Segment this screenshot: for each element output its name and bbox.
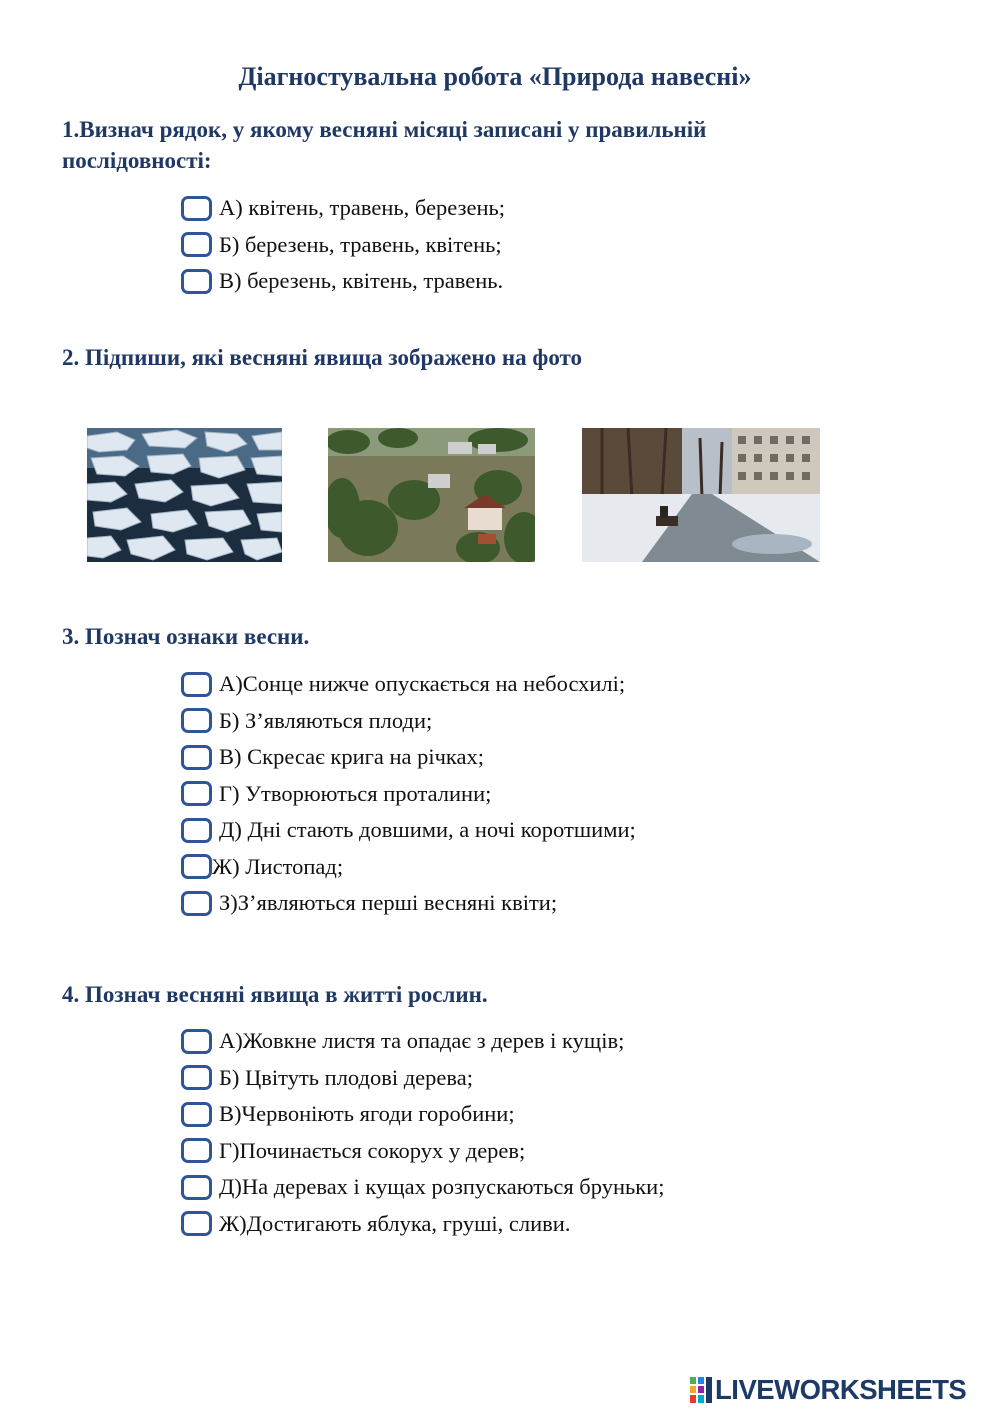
question-3-text: 3. Познач ознаки весни. bbox=[62, 624, 310, 649]
q4-option-b bbox=[181, 1060, 664, 1097]
q4-option-a-label: А)Жовкне листя та опадає з дерев і кущів; bbox=[219, 1028, 625, 1054]
question-1-options bbox=[181, 190, 505, 300]
question-1-line-2: послідовності: bbox=[62, 148, 212, 173]
q3-option-d-checkbox[interactable] bbox=[181, 781, 212, 806]
q4-option-d-label: Г)Починається сокорух у дерев; bbox=[219, 1137, 526, 1163]
liveworksheets-logo-icon bbox=[690, 1377, 712, 1403]
q3-option-d-label: Г) Утворюються проталини; bbox=[219, 780, 492, 806]
q3-option-d bbox=[181, 776, 636, 813]
q3-option-g bbox=[181, 885, 636, 922]
q3-option-f-checkbox[interactable] bbox=[181, 854, 212, 879]
q3-option-a-checkbox[interactable] bbox=[181, 672, 212, 697]
worksheet-title: Діагностувальна робота «Природа навесні» bbox=[238, 62, 752, 91]
q3-option-b bbox=[181, 703, 636, 740]
q4-option-a-checkbox[interactable] bbox=[181, 1029, 212, 1054]
q3-option-f bbox=[181, 849, 636, 886]
q4-option-c-checkbox[interactable] bbox=[181, 1102, 212, 1127]
q4-option-d bbox=[181, 1133, 664, 1170]
q3-option-c bbox=[181, 739, 636, 776]
q1-option-b-checkbox[interactable] bbox=[181, 232, 212, 257]
q3-option-e bbox=[181, 812, 636, 849]
q3-option-c-label: В) Скресає крига на річках; bbox=[219, 744, 485, 770]
q4-option-b-label: Б) Цвітуть плодові дерева; bbox=[219, 1064, 473, 1090]
q3-option-a-label: А)Сонце нижче опускається на небосхилі; bbox=[219, 671, 626, 697]
q3-option-g-label: З)З’являються перші весняні квіти; bbox=[219, 890, 558, 916]
q3-option-b-checkbox[interactable] bbox=[181, 708, 212, 733]
q4-option-a bbox=[181, 1023, 664, 1060]
q1-option-c-checkbox[interactable] bbox=[181, 269, 212, 294]
q4-option-f-checkbox[interactable] bbox=[181, 1211, 212, 1236]
snowmelt-park-photo bbox=[582, 428, 820, 562]
q4-option-b-checkbox[interactable] bbox=[181, 1065, 212, 1090]
question-2-text: 2. Підпиши, які весняні явища зображено на фото bbox=[62, 345, 583, 370]
q3-option-g-checkbox[interactable] bbox=[181, 891, 212, 916]
liveworksheets-brand-text: LIVEWORKSHEETS bbox=[715, 1374, 967, 1405]
q4-option-f-label: Ж)Достигають яблука, груші, сливи. bbox=[219, 1210, 571, 1236]
flood-photo bbox=[328, 428, 535, 562]
q3-option-b-label: Б) З’являються плоди; bbox=[219, 707, 433, 733]
liveworksheets-brand[interactable] bbox=[690, 1374, 966, 1406]
q1-option-b bbox=[181, 227, 505, 264]
q1-option-a-checkbox[interactable] bbox=[181, 196, 212, 221]
question-1-text bbox=[62, 114, 862, 176]
q1-option-c bbox=[181, 263, 505, 300]
q1-option-a bbox=[181, 190, 505, 227]
q1-option-a-label: А) квітень, травень, березень; bbox=[219, 195, 505, 221]
q4-option-c bbox=[181, 1096, 664, 1133]
q3-option-a bbox=[181, 666, 636, 703]
question-3-options bbox=[181, 666, 636, 922]
q3-option-f-label: Ж) Листопад; bbox=[212, 853, 344, 879]
q4-option-e bbox=[181, 1169, 664, 1206]
question-4-text: 4. Познач весняні явища в житті рослин. bbox=[62, 982, 488, 1007]
q3-option-e-checkbox[interactable] bbox=[181, 818, 212, 843]
q4-option-f bbox=[181, 1206, 664, 1243]
question-1-line-1: 1.Визнач рядок, у якому весняні місяці записані у правильній bbox=[62, 117, 707, 142]
q1-option-c-label: В) березень, квітень, травень. bbox=[219, 268, 504, 294]
q3-option-c-checkbox[interactable] bbox=[181, 745, 212, 770]
q4-option-e-checkbox[interactable] bbox=[181, 1175, 212, 1200]
q1-option-b-label: Б) березень, травень, квітень; bbox=[219, 231, 502, 257]
q4-option-e-label: Д)На деревах і кущах розпускаються бруньки; bbox=[219, 1174, 665, 1200]
q4-option-c-label: В)Червоніють ягоди горобини; bbox=[219, 1101, 515, 1127]
q4-option-d-checkbox[interactable] bbox=[181, 1138, 212, 1163]
q3-option-e-label: Д) Дні стають довшими, а ночі коротшими; bbox=[219, 817, 636, 843]
ice-floes-photo bbox=[87, 428, 282, 562]
question-4-options bbox=[181, 1023, 664, 1242]
